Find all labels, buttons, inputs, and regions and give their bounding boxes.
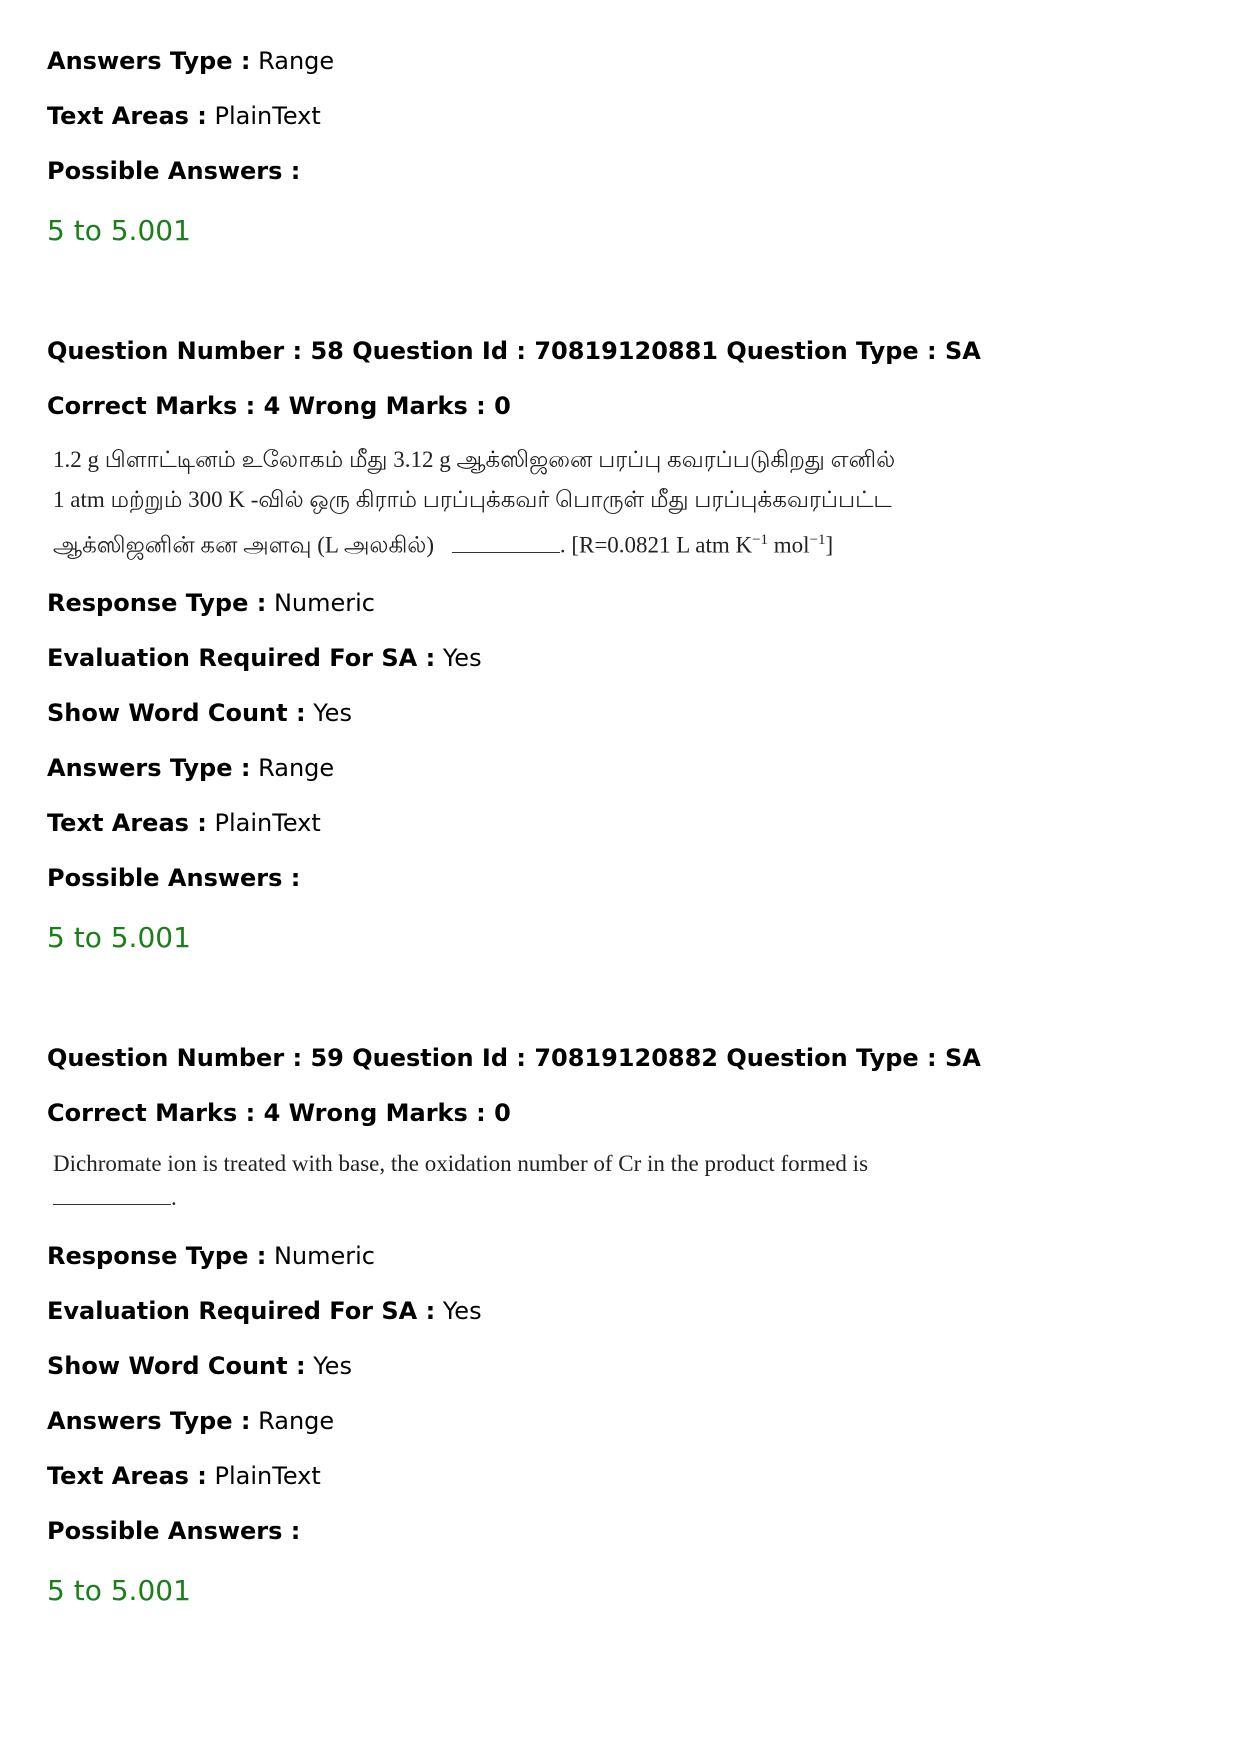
- response-type-label: Response Type :: [47, 589, 267, 617]
- question-header: [47, 1042, 981, 1074]
- question-text-part: ஆக்ஸிஜனின் கன அளவு (L அலகில்): [53, 532, 435, 558]
- question-header-text: Question Number : 58 Question Id : 70819120881 Question Type : SA: [47, 337, 981, 365]
- possible-answers-row: [47, 155, 300, 187]
- answers-type-value: Range: [258, 754, 335, 782]
- response-type-row: [47, 1240, 375, 1272]
- superscript: −1: [752, 532, 769, 548]
- word-count-value: Yes: [313, 1352, 352, 1380]
- response-type-label: Response Type :: [47, 1242, 267, 1270]
- question-text-line: [53, 1180, 177, 1216]
- evaluation-label: Evaluation Required For SA :: [47, 644, 436, 672]
- text-areas-value: PlainText: [214, 809, 321, 837]
- answers-type-value: Range: [258, 47, 335, 75]
- question-header: [47, 335, 981, 367]
- superscript: −1: [809, 532, 826, 548]
- evaluation-value: Yes: [442, 1297, 482, 1325]
- text-areas-row: [47, 100, 321, 132]
- answers-type-row: [47, 1405, 334, 1437]
- possible-answers-label: Possible Answers :: [47, 157, 301, 185]
- possible-answer: 5 to 5.001: [47, 214, 191, 247]
- possible-answer: 5 to 5.001: [47, 1574, 191, 1607]
- text-areas-row: [47, 807, 321, 839]
- word-count-row: [47, 697, 352, 729]
- possible-answers-row: [47, 1515, 300, 1547]
- word-count-label: Show Word Count :: [47, 699, 306, 727]
- marks-text: Correct Marks : 4 Wrong Marks : 0: [47, 1099, 511, 1127]
- question-text-part: .: [171, 1185, 177, 1210]
- answers-type-row: [47, 752, 334, 784]
- evaluation-label: Evaluation Required For SA :: [47, 1297, 436, 1325]
- text-areas-label: Text Areas :: [47, 102, 207, 130]
- answers-type-row: [47, 45, 334, 77]
- evaluation-row: [47, 642, 482, 674]
- question-text-line: 1.2 g பிளாட்டினம் உலோகம் மீது 3.12 g ஆக்ஸிஜனை பரப்பு கவரப்படுகிறது எனில்: [53, 447, 896, 472]
- question-text-line: Dichromate ion is treated with base, the oxidation number of Cr in the product formed is: [53, 1151, 869, 1176]
- text-areas-label: Text Areas :: [47, 809, 207, 837]
- answers-type-label: Answers Type :: [47, 754, 251, 782]
- question-text-line: [53, 522, 833, 564]
- evaluation-row: [47, 1295, 482, 1327]
- question-text-part: . [R=0.0821 L atm K: [559, 532, 753, 558]
- answer-blank: [452, 548, 560, 553]
- answers-type-label: Answers Type :: [47, 47, 251, 75]
- question-text-part: ]: [825, 532, 834, 558]
- evaluation-value: Yes: [442, 644, 482, 672]
- word-count-value: Yes: [313, 699, 352, 727]
- response-type-value: Numeric: [273, 1242, 375, 1270]
- text-areas-value: PlainText: [214, 102, 321, 130]
- marks-row: [47, 390, 511, 422]
- answer-blank: [53, 1200, 171, 1205]
- possible-answer: 5 to 5.001: [47, 921, 191, 954]
- text-areas-row: [47, 1460, 321, 1492]
- marks-text: Correct Marks : 4 Wrong Marks : 0: [47, 392, 511, 420]
- response-type-value: Numeric: [273, 589, 375, 617]
- text-areas-value: PlainText: [214, 1462, 321, 1490]
- word-count-row: [47, 1350, 352, 1382]
- question-header-text: Question Number : 59 Question Id : 70819120882 Question Type : SA: [47, 1044, 981, 1072]
- marks-row: [47, 1097, 511, 1129]
- response-type-row: [47, 587, 375, 619]
- possible-answers-label: Possible Answers :: [47, 1517, 301, 1545]
- possible-answers-label: Possible Answers :: [47, 864, 301, 892]
- question-text-part: mol: [768, 532, 810, 558]
- answers-type-value: Range: [258, 1407, 335, 1435]
- text-areas-label: Text Areas :: [47, 1462, 207, 1490]
- answers-type-label: Answers Type :: [47, 1407, 251, 1435]
- possible-answers-row: [47, 862, 300, 894]
- question-text-line: 1 atm மற்றும் 300 K -வில் ஒரு கிராம் பரப்புக்கவர் பொருள் மீது பரப்புக்கவரப்பட்ட: [53, 487, 892, 512]
- word-count-label: Show Word Count :: [47, 1352, 306, 1380]
